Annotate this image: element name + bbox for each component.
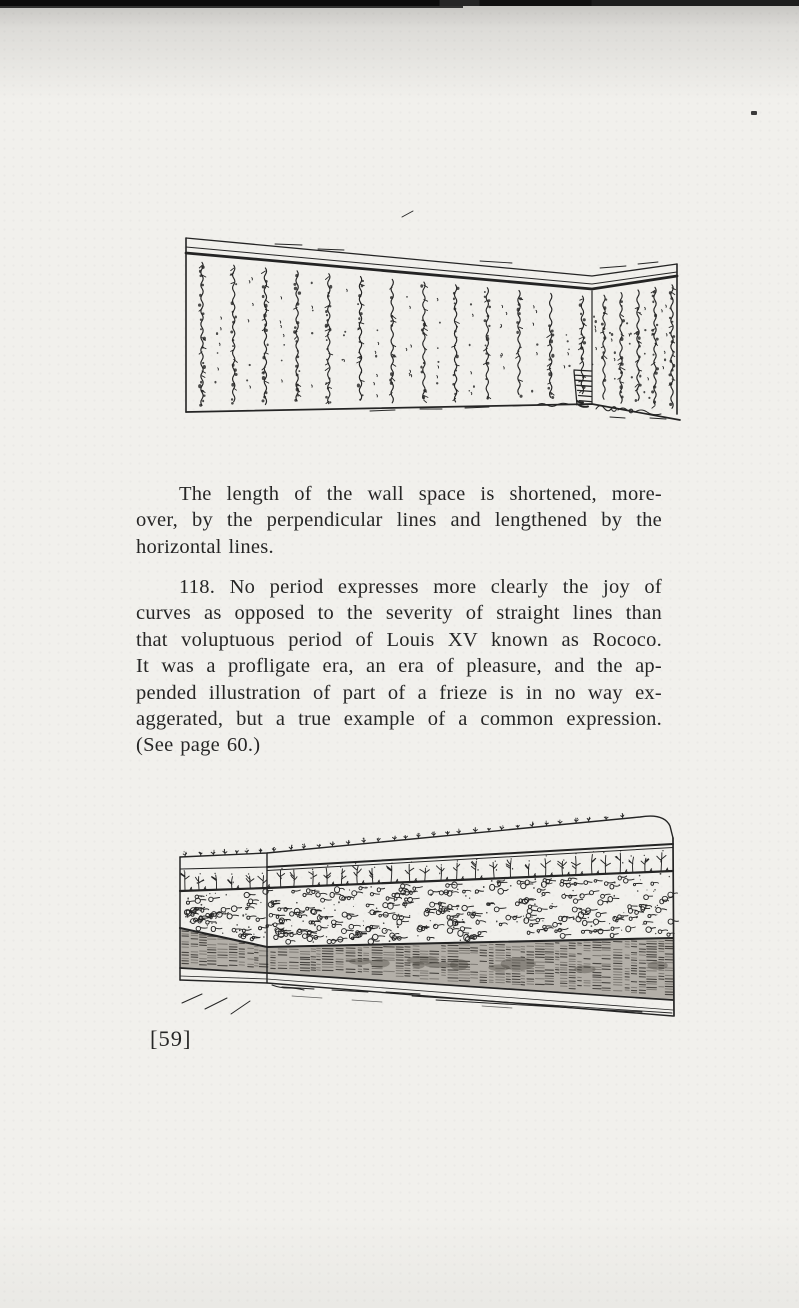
text-line: that voluptuous period of Louis XV known as Rococo.	[136, 628, 662, 651]
page-number: [59]	[150, 1026, 192, 1051]
figure-striped-wallpaper	[180, 208, 700, 443]
text-line: The length of the wall space is shortened, more-	[179, 483, 662, 505]
figure-rococo-frieze	[172, 805, 702, 1025]
text-line: curves as opposed to the severity of straight lines than	[136, 602, 662, 625]
rococo-frieze-drawing	[172, 805, 702, 1025]
striped-wallpaper-drawing	[180, 208, 700, 443]
text-line: pended illustration of part of a frieze is in no way ex-	[136, 681, 662, 704]
paper-speck	[751, 111, 757, 115]
paragraph-wall-space	[136, 481, 662, 560]
text-line: aggerated, but a true example of a common expression.	[136, 708, 662, 731]
text-line: 118. No period expresses more clearly the joy of	[179, 576, 662, 598]
text-line: (See page 60.)	[136, 734, 261, 757]
paragraph-118-rococo	[136, 574, 662, 759]
text-line: horizontal lines.	[136, 535, 274, 558]
scan-edge-artifact-2	[0, 6, 463, 8]
text-line: over, by the perpendicular lines and lengthened by the	[136, 509, 662, 532]
text-line: It was a profligate era, an era of pleasure, and the ap-	[136, 655, 662, 678]
